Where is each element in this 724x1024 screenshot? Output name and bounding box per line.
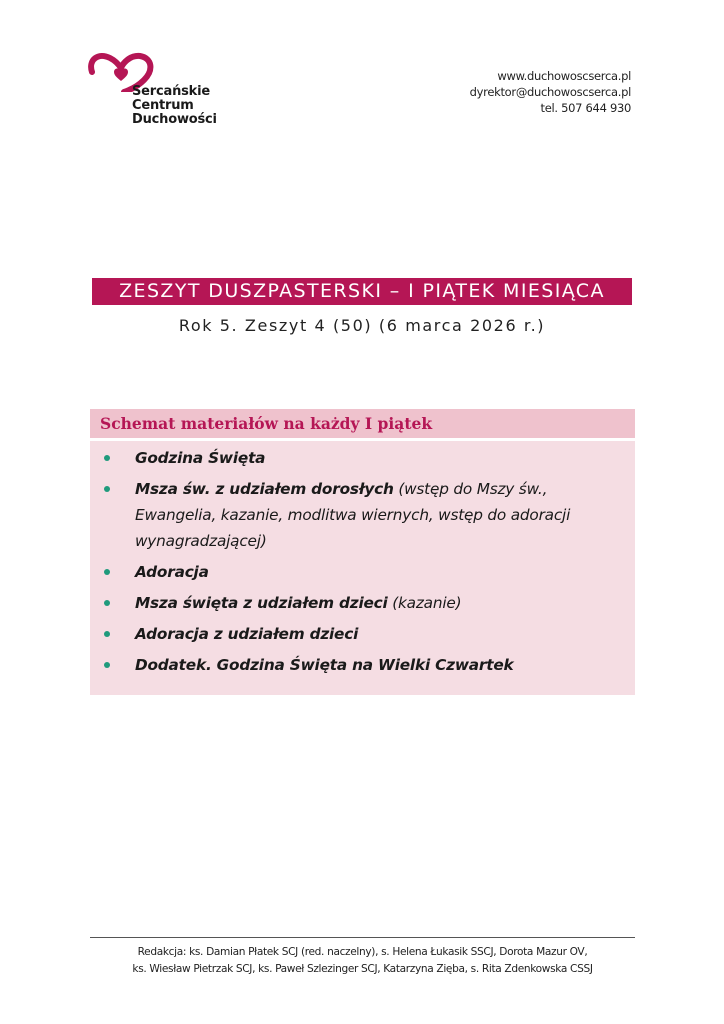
logo-line-3: Duchowości	[132, 112, 217, 127]
footer-line-1: Redakcja: ks. Damian Płatek SCJ (red. naczelny), s. Helena Łukasik SSCJ, Dorota Mazur OV,	[137, 946, 588, 958]
logo-text	[132, 85, 217, 127]
schema-item-title: Msza święta z udziałem dzieci	[135, 594, 388, 612]
website-link[interactable]: www.duchowoscserca.pl	[497, 69, 631, 83]
schema-item-title: Adoracja	[135, 563, 209, 581]
schema-item-detail: (wstęp do Mszy św., Ewangelia, kazanie, modlitwa wiernych, wstęp do adoracji wynagradzającej)	[135, 480, 571, 550]
phone-number: tel. 507 644 930	[540, 101, 631, 115]
schema-item	[90, 621, 635, 647]
schema-item	[90, 559, 635, 585]
schema-item	[90, 590, 635, 616]
email-link[interactable]: dyrektor@duchowoscserca.pl	[469, 85, 631, 99]
bullet-icon	[104, 455, 110, 461]
schema-item-title: Msza św. z udziałem dorosłych	[135, 480, 394, 498]
schema-item-title: Adoracja z udziałem dzieci	[135, 625, 359, 643]
bullet-icon	[104, 569, 110, 575]
logo	[86, 50, 236, 134]
bullet-icon	[104, 631, 110, 637]
schema-body	[90, 441, 635, 695]
bullet-icon	[104, 662, 110, 668]
bullet-icon	[104, 486, 110, 492]
schema-item-title: Godzina Święta	[135, 449, 266, 467]
schema-item	[90, 652, 635, 678]
schema-item	[90, 445, 635, 471]
document-subtitle: Rok 5. Zeszyt 4 (50) (6 marca 2026 r.)	[178, 316, 546, 335]
schema-list	[90, 445, 635, 678]
contact-info	[470, 68, 631, 116]
schema-item-title: Dodatek. Godzina Święta na Wielki Czwartek	[135, 656, 514, 674]
schema-box	[90, 409, 635, 695]
schema-item-detail: (kazanie)	[387, 594, 462, 612]
footer-divider	[90, 937, 635, 938]
footer-editors	[90, 944, 635, 978]
logo-line-2: Centrum	[132, 98, 194, 113]
logo-line-1: Sercańskie	[132, 84, 210, 99]
schema-heading: Schemat materiałów na każdy I piątek	[90, 409, 635, 441]
schema-item	[90, 476, 635, 554]
bullet-icon	[104, 600, 110, 606]
document-title: ZESZYT DUSZPASTERSKI – I PIĄTEK MIESIĄCA	[92, 278, 632, 305]
footer-line-2: ks. Wiesław Pietrzak SCJ, ks. Paweł Szlezinger SCJ, Katarzyna Zięba, s. Rita Zdenkowska CSSJ	[132, 963, 593, 975]
